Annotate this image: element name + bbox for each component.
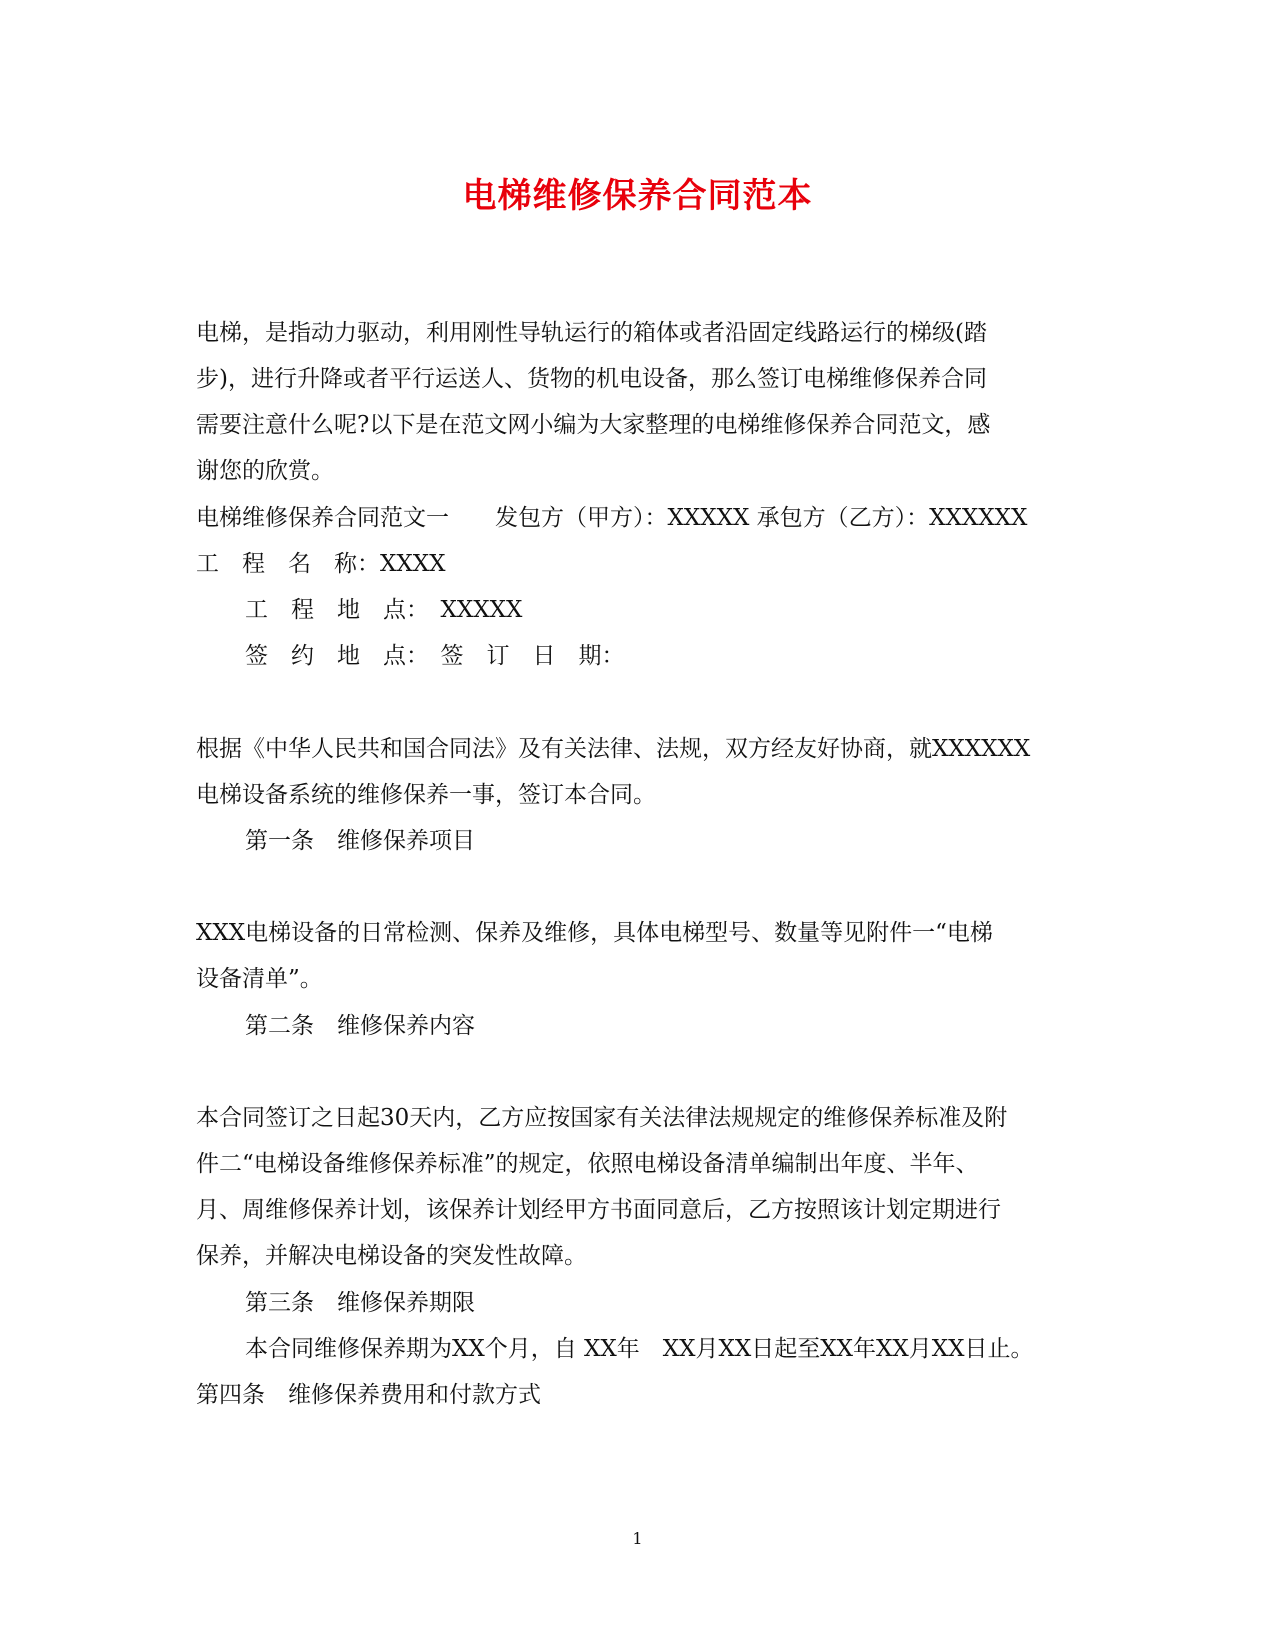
article-2-text-2: 件二“电梯设备维修保养标准”的规定，依照电梯设备清单编制出年度、半年、 <box>196 1151 979 1177</box>
article-3-text: 本合同维修保养期为XX个月，自 XX年 XX月XX日起至XX年XX月XX日止。 <box>245 1336 1034 1362</box>
article-1-heading: 第一条 维修保养项目 <box>245 828 475 854</box>
article-2-text-4: 保养，并解决电梯设备的突发性故障。 <box>196 1243 587 1269</box>
article-2-text-1: 本合同签订之日起30天内，乙方应按国家有关法律法规规定的维修保养标准及附 <box>196 1105 1008 1131</box>
article-4-heading: 第四条 维修保养费用和付款方式 <box>196 1382 541 1408</box>
project-location-line: 工 程 地 点： XXXXX <box>245 597 523 623</box>
project-name-line: 工 程 名 称：XXXX <box>196 551 446 577</box>
article-2-text-3: 月、周维修保养计划，该保养计划经甲方书面同意后，乙方按照该计划定期进行 <box>196 1197 1001 1223</box>
article-1-text-1: XXX电梯设备的日常检测、保养及维修，具体电梯型号、数量等见附件一“电梯 <box>196 920 993 946</box>
preamble-line-1: 根据《中华人民共和国合同法》及有关法律、法规，双方经友好协商，就XXXXXX <box>196 736 1031 762</box>
intro-line-3: 需要注意什么呢?以下是在范文网小编为大家整理的电梯维修保养合同范文，感 <box>196 412 991 438</box>
intro-line-1: 电梯，是指动力驱动，利用刚性导轨运行的箱体或者沿固定线路运行的梯级(踏 <box>196 320 987 346</box>
intro-line-2: 步)，进行升降或者平行运送人、货物的机电设备，那么签订电梯维修保养合同 <box>196 366 987 392</box>
intro-line-4: 谢您的欣赏。 <box>196 458 334 484</box>
signing-info-line: 签 约 地 点： 签 订 日 期： <box>245 643 625 669</box>
parties-line: 电梯维修保养合同范文一 发包方（甲方）：XXXXX 承包方（乙方）：XXXXXX <box>196 505 1028 531</box>
article-1-text-2: 设备清单”。 <box>196 966 323 992</box>
page-number: 1 <box>632 1529 643 1548</box>
preamble-line-2: 电梯设备系统的维修保养一事，签订本合同。 <box>196 782 656 808</box>
article-3-heading: 第三条 维修保养期限 <box>245 1290 475 1316</box>
article-2-heading: 第二条 维修保养内容 <box>245 1013 475 1039</box>
document-title: 电梯维修保养合同范本 <box>462 176 813 216</box>
